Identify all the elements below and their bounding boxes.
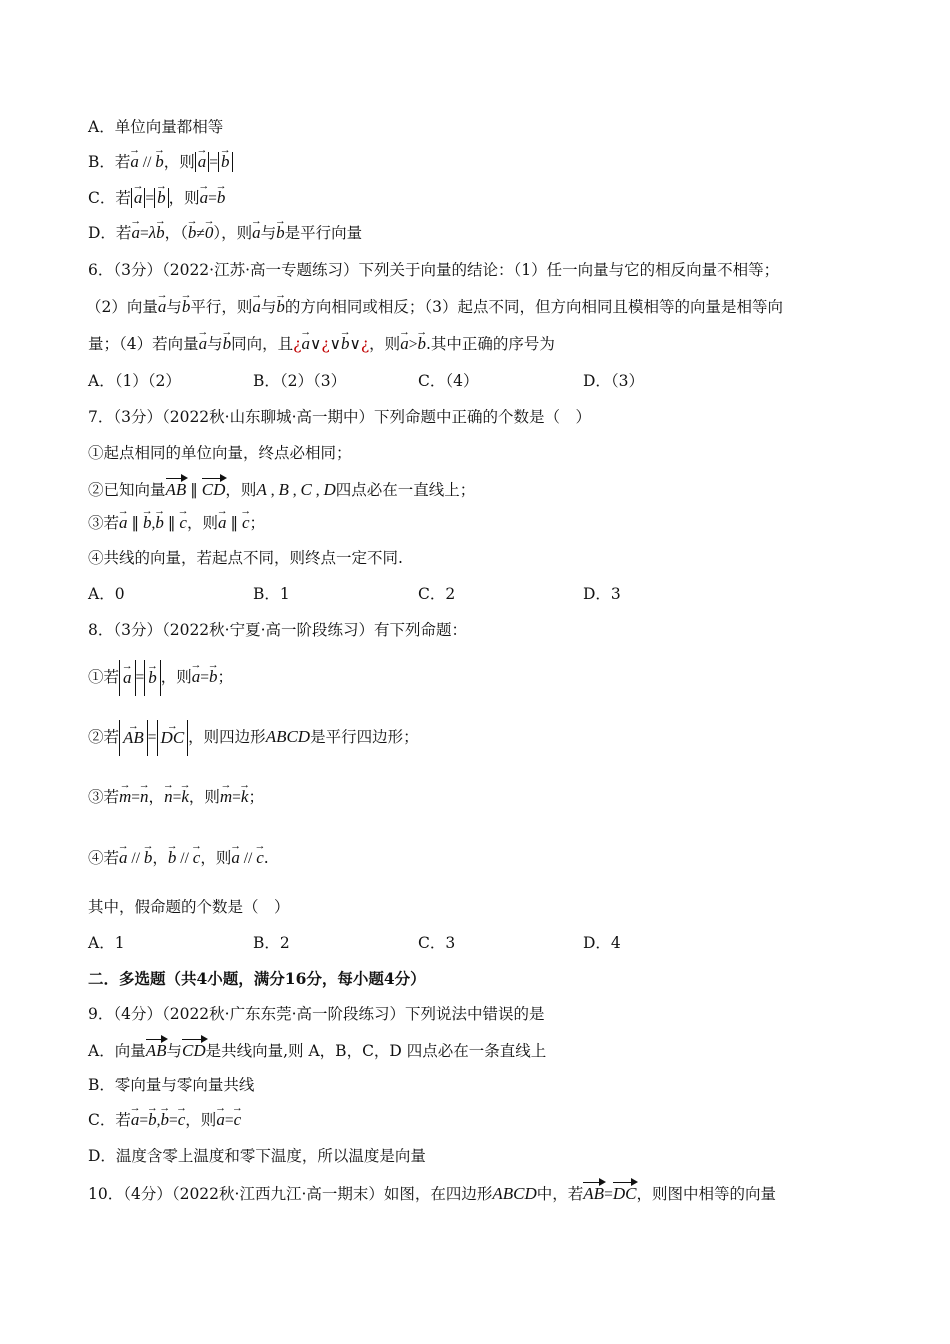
q8-option-d: D．4 bbox=[583, 934, 621, 952]
q8-statement-4: ④若→ a // → b，→ b // → c，则→ a // → c. bbox=[88, 847, 269, 870]
q8-statement-3: ③若→ m=→ n，→ n=→ k，则→ m=→ k； bbox=[88, 786, 264, 809]
q8-statement-1: ①若→ a =→ b ，则→ a=→ b； bbox=[88, 660, 233, 696]
q5-option-b: B．若→ a // → b，则→ a =→ b bbox=[88, 151, 233, 174]
q5-option-a: A．单位向量都相等 bbox=[88, 118, 224, 136]
q9-option-b: B．零向量与零向量共线 bbox=[88, 1076, 255, 1094]
q8-statement-2: ②若→ AB =→ DC ，则四边形ABCD是平行四边形； bbox=[88, 720, 419, 756]
q8-tail: 其中，假命题的个数是（ ） bbox=[88, 898, 290, 916]
q9-option-c: C．若→ a=→ b,→ b=→ c，则→ a=→ c bbox=[88, 1109, 241, 1132]
q5-option-d: D．若→ a=λ→ b，（→ b≠→ 0），则→ a与→ b是平行向量 bbox=[88, 222, 362, 245]
q9-stem: 9．（4分）（2022秋·广东东莞·高一阶段练习）下列说法中错误的是 bbox=[88, 1005, 545, 1023]
q6-option-d: D．（3） bbox=[583, 372, 645, 390]
q10-stem: 10．（4分）（2022秋·江西九江·高一期末）如图，在四边形ABCD中，若AB=DC，则图中相等的向量 bbox=[88, 1181, 776, 1206]
q7-option-b: B．1 bbox=[253, 585, 290, 603]
q7-option-a: A．0 bbox=[88, 585, 125, 603]
q7-statement-2: ②已知向量AB ∥ CD，则A , B , C , D四点必在一直线上； bbox=[88, 477, 475, 502]
section-heading: 二．多选题（共4小题，满分16分，每小题4分） bbox=[88, 969, 426, 988]
q9-option-a: A．向量AB与CD是共线向量,则 A，B，C，D 四点必在一条直线上 bbox=[88, 1038, 546, 1062]
q7-option-d: D．3 bbox=[583, 585, 621, 603]
q9-option-d: D．温度含零上温度和零下温度，所以温度是向量 bbox=[88, 1147, 426, 1165]
q7-statement-1: ①起点相同的单位向量，终点必相同； bbox=[88, 444, 352, 462]
q5-option-c: C．若→ a =→ b ，则→ a=→ b bbox=[88, 187, 225, 210]
q6-stem-line2: （2）向量→ a与→ b平行，则→ a与→ b的方向相同或相反；（3）起点不同，但方向相同且模相等的向量是相等向 bbox=[86, 296, 783, 318]
q6-option-a: A．（1）（2） bbox=[88, 372, 181, 390]
q8-option-b: B．2 bbox=[253, 934, 290, 952]
q7-stem: 7．（3分）（2022秋·山东聊城·高一期中）下列命题中正确的个数是（ ） bbox=[88, 408, 592, 426]
q6-option-b: B．（2）（3） bbox=[253, 372, 347, 390]
q8-option-a: A．1 bbox=[88, 934, 125, 952]
q6-stem-line3: 量；（4）若向量→ a与→ b同向，且¿→ a∨¿∨→ b∨¿，则→ a>→ b.其中正确的序号为 bbox=[88, 333, 555, 356]
q7-statement-4: ④共线的向量，若起点不同，则终点一定不同. bbox=[88, 549, 403, 567]
q8-option-c: C．3 bbox=[418, 934, 456, 952]
q6-option-c: C．（4） bbox=[418, 372, 479, 390]
q8-stem: 8．（3分）（2022秋·宁夏·高一阶段练习）有下列命题： bbox=[88, 621, 468, 639]
q6-stem-line1: 6．（3分）（2022·江苏·高一专题练习）下列关于向量的结论：（1）任一向量与它的相反向量不相等； bbox=[88, 261, 780, 279]
q7-option-c: C．2 bbox=[418, 585, 456, 603]
q7-statement-3: ③若→ a ∥ → b,→ b ∥ → c，则→ a ∥ → c； bbox=[88, 512, 265, 535]
